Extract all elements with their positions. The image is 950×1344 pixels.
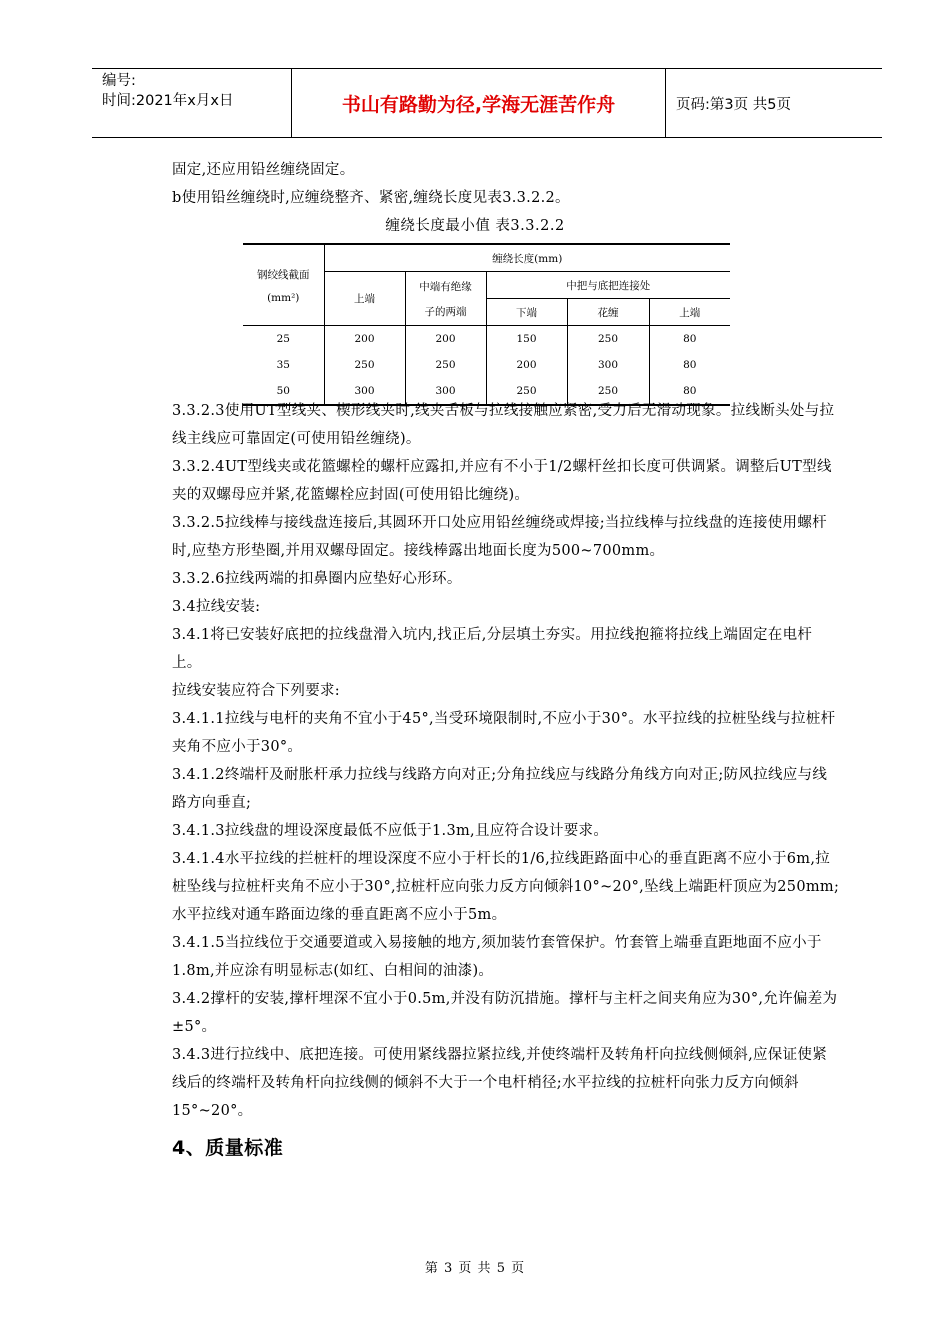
number-label: 编号: xyxy=(102,73,136,89)
cell: 250 xyxy=(567,378,649,405)
cell: 300 xyxy=(567,352,649,378)
paragraph: 3.4.1.5当拉线位于交通要道或入易接触的地方,须加装竹套管保护。竹套管上端垂直距地面不应小于1.8m,并应涂有明显标志(如红、白相间的油漆)。 xyxy=(172,935,822,979)
paragraph: 3.4.2撑杆的安装,撑杆埋深不宜小于0.5m,并没有防沉措施。撑杆与主杆之间夹角应为30°,允许偏差为±5°。 xyxy=(172,991,838,1035)
header-top: 上端 xyxy=(324,272,405,326)
header-page-label: 页码:第3页 共5页 xyxy=(676,96,791,113)
cell: 250 xyxy=(405,352,486,378)
paragraph: 3.4.1.2终端杆及耐胀杆承力拉线与线路方向对正;分角拉线应与线路分角线方向对正;防风拉线应与线路方向垂直; xyxy=(172,767,828,811)
table-row xyxy=(243,326,730,353)
header-joint: 中把与底把连接处 xyxy=(486,272,730,299)
header-section-cell xyxy=(243,244,324,326)
header-mid-b: 子的两端 xyxy=(424,305,467,318)
main-text xyxy=(172,397,840,1160)
paragraph: 3.4拉线安装: xyxy=(172,599,261,615)
intro-text xyxy=(172,156,840,212)
cell: 250 xyxy=(324,352,405,378)
cell: 200 xyxy=(486,352,567,378)
paragraph: 拉线安装应符合下列要求: xyxy=(172,683,340,699)
header-length: 缠绕长度(mm) xyxy=(324,244,730,272)
table-row xyxy=(243,352,730,378)
paragraph: 固定,还应用铅丝缠绕固定。 xyxy=(172,162,355,178)
cell: 80 xyxy=(649,378,730,405)
section-heading: 4、质量标准 xyxy=(172,1137,284,1159)
time-label: 时间:2021年x月x日 xyxy=(102,93,234,109)
paragraph: 3.3.2.4UT型线夹或花篮螺栓的螺杆应露扣,并应有不小于1/2螺杆丝扣长度可供调紧。调整后UT型线夹的双螺母应并紧,花篮螺栓应封固(可使用铅比缠绕)。 xyxy=(172,459,832,503)
header-mid-cell xyxy=(405,272,486,326)
paragraph: 3.4.1.4水平拉线的拦桩杆的埋设深度不应小于杆长的1/6,拉线距路面中心的垂直距离不应小于6m,拉桩坠线与拉桩杆夹角不应小于30°,拉桩杆应向张力反方向倾斜10°~20°,坠线上端距杆顶应为250mm;水平拉线对通车路面边缘的垂直距离不应小于5m。 xyxy=(172,851,840,923)
cell: 25 xyxy=(243,326,324,353)
cell: 150 xyxy=(486,326,567,353)
header-meta xyxy=(92,69,292,137)
cell: 300 xyxy=(405,378,486,405)
paragraph: 3.4.3进行拉线中、底把连接。可使用紧线器拉紧拉线,并使终端杆及转角杆向拉线侧倾斜,应保证使紧线后的终端杆及转角杆向拉线侧的倾斜不大于一个电杆梢径;水平拉线的拉桩杆向张力反方向倾斜15°~20°。 xyxy=(172,1047,828,1119)
paragraph: 3.3.2.5拉线棒与接线盘连接后,其圆环开口处应用铅丝缠绕或焊接;当拉线棒与拉线盘的连接使用螺杆时,应垫方形垫圈,并用双螺母固定。接线棒露出地面长度为500~700mm。 xyxy=(172,515,827,559)
header-section-unit: (mm²) xyxy=(267,291,300,304)
paragraph: 3.3.2.6拉线两端的扣鼻圈内应垫好心形环。 xyxy=(172,571,462,587)
page-header xyxy=(92,68,882,138)
table-caption: 缠绕长度最小值 表3.3.2.2 xyxy=(385,218,565,234)
cell: 200 xyxy=(324,326,405,353)
cell: 250 xyxy=(486,378,567,405)
paragraph: 3.4.1.1拉线与电杆的夹角不宜小于45°,当受环境限制时,不应小于30°。水平拉线的拉桩坠线与拉桩杆夹角不应小于30°。 xyxy=(172,711,836,755)
cell: 80 xyxy=(683,333,697,345)
cell: 200 xyxy=(405,326,486,353)
paragraph: 3.4.1.3拉线盘的埋设深度最低不应低于1.3m,且应符合设计要求。 xyxy=(172,823,609,839)
table-header-row xyxy=(243,244,730,272)
cell: 250 xyxy=(567,326,649,353)
header-mid-a: 中端有绝缘 xyxy=(419,280,472,293)
cell: 80 xyxy=(683,359,697,371)
header-motto: 书山有路勤为径,学海无涯苦作舟 xyxy=(292,69,666,137)
header-top2: 上端 xyxy=(649,299,730,326)
paragraph: 3.4.1将已安装好底把的拉线盘滑入坑内,找正后,分层填土夯实。用拉线抱箍将拉线上端固定在电杆上。 xyxy=(172,627,813,671)
cell: 300 xyxy=(324,378,405,405)
page-footer: 第 3 页 共 5 页 xyxy=(424,1261,526,1276)
paragraph: b使用铅丝缠绕时,应缠绕整齐、紧密,缠绕长度见表3.3.2.2。 xyxy=(172,190,570,206)
header-section: 钢绞线截面 xyxy=(257,268,310,281)
header-flower: 花缠 xyxy=(567,299,649,326)
cell: 50 xyxy=(243,378,324,405)
paragraph: 3.3.2.3使用UT型线夹、楔形线夹时,线夹舌板与拉线接触应紧密,受力后无滑动现象。拉线断头处与拉线主线应可靠固定(可使用铅丝缠绕)。 xyxy=(172,403,835,447)
cell: 35 xyxy=(243,352,324,378)
wrap-length-table xyxy=(243,243,730,406)
header-bottom: 下端 xyxy=(486,299,567,326)
